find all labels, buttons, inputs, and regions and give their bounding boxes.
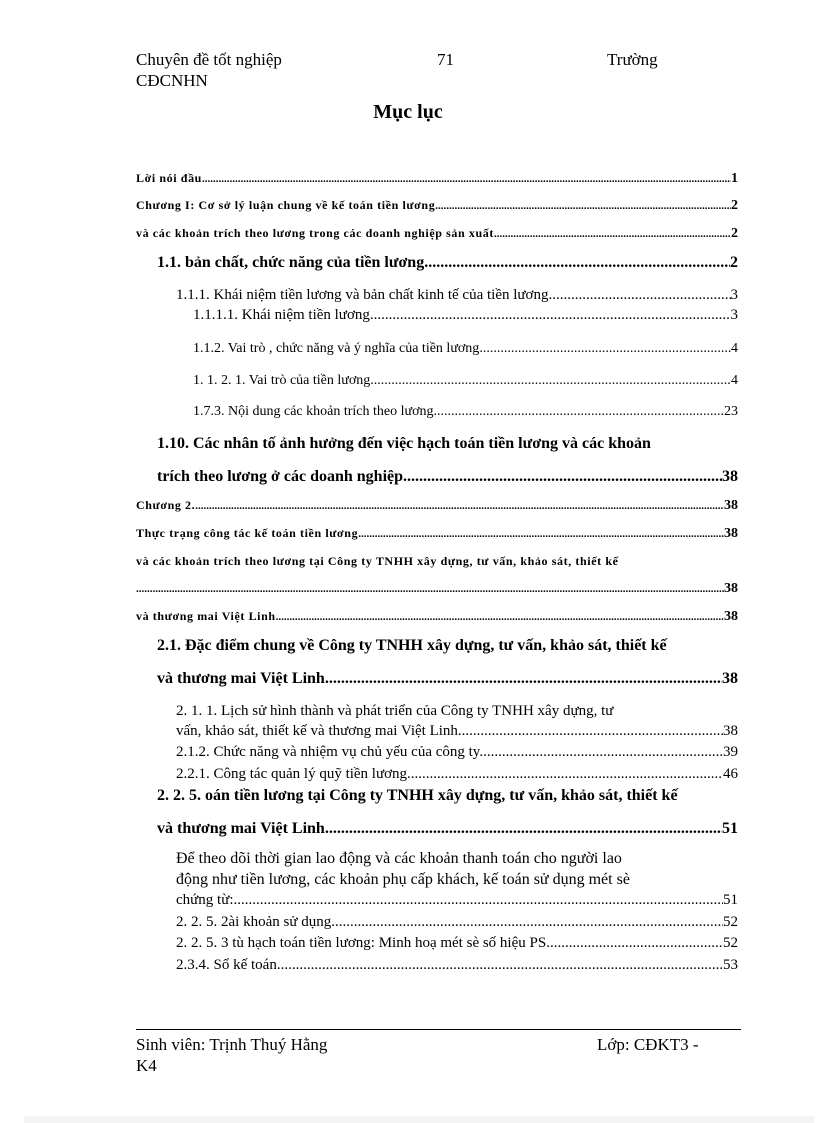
toc-entry-text: 2.3.4. Sổ kế toán <box>176 957 277 973</box>
toc-entry-text: chứng từ: <box>176 892 234 908</box>
toc-entry-page: 2 <box>731 226 738 241</box>
toc-entry-page: 52 <box>723 935 738 951</box>
toc-entry-page: 38 <box>724 498 738 513</box>
footer-divider <box>136 1029 741 1030</box>
toc-entry-text: Chương 2. <box>136 498 196 512</box>
toc-entry[interactable] <box>136 526 738 542</box>
toc-entry[interactable] <box>176 723 738 740</box>
toc-entry[interactable] <box>176 892 738 909</box>
toc-entry[interactable] <box>136 171 738 187</box>
toc-entry-text: 1.1.1. Khái niệm tiền lương và bản chất kinh tế của tiền lương <box>176 287 549 303</box>
toc-entry-text: 1.1.1.1. Khái niệm tiền lương <box>193 307 370 323</box>
toc-entry-text: 2.2.1. Công tác quản lý quỹ tiền lương <box>176 766 408 782</box>
footer-student: Sinh viên: Trịnh Thuý Hằng <box>136 1035 328 1054</box>
toc-entry-page: 46 <box>723 766 738 782</box>
toc-entry-line1: 2. 2. 5. oán tiền lương tại Công ty TNHH xây dựng, tư vấn, khảo sát, thiết kế <box>157 787 678 804</box>
toc-entry-line1: 2.1. Đặc điểm chung về Công ty TNHH xây dựng, tư vấn, khảo sát, thiết kế <box>157 637 667 654</box>
toc-entry-page: 1 <box>731 171 738 186</box>
toc-entry-page: 2 <box>730 254 738 271</box>
toc-entry-text: 2. 2. 5. 3 tù hạch toán tiền lương: Minh hoạ mét sè số hiệu PS <box>176 935 547 951</box>
toc-entry-page: 38 <box>722 670 738 687</box>
toc-entry-page: 38 <box>723 723 738 739</box>
toc-entry-page: 39 <box>723 744 738 760</box>
toc-entry[interactable] <box>157 820 738 838</box>
toc-entry[interactable] <box>136 609 738 625</box>
page-edge <box>24 1116 814 1123</box>
toc-entry-page: 38 <box>724 526 738 541</box>
toc-entry-page: 38 <box>724 581 738 596</box>
toc-entry-text: vấn, khảo sát, thiết kế và thương mai Việt Linh <box>176 723 458 739</box>
toc-entry-text: 1.7.3. Nội dung các khoản trích theo lương <box>193 404 434 419</box>
toc-entry-page: 38 <box>722 468 738 485</box>
toc-entry-text: Thực trạng công tác kế toán tiền lương <box>136 526 359 540</box>
toc-entry-text: và thương mai Việt Linh <box>157 820 325 837</box>
toc-entry-text: và các khoản trích theo lương trong các doanh nghiệp sản xuất <box>136 226 494 240</box>
toc-entry[interactable] <box>176 935 738 952</box>
toc-entry-page: 4 <box>731 373 738 388</box>
toc-entry[interactable] <box>136 498 738 514</box>
toc-entry-page: 52 <box>723 914 738 930</box>
toc-entry-text: 1.1.2. Vai trò , chức năng và ý nghĩa của tiền lương <box>193 341 480 356</box>
toc-entry-page: 38 <box>724 609 738 624</box>
footer-class: Lớp: CĐKT3 - <box>597 1035 699 1054</box>
header-left: Chuyên đề tốt nghiệp <box>136 50 282 69</box>
header-left-line2: CĐCNHN <box>136 71 208 90</box>
toc-entry-text: và thương mai Việt Linh <box>136 609 276 623</box>
toc-entry-line1: 2. 1. 1. Lịch sử hình thành và phát triển của Công ty TNHH xây dựng, tư <box>176 703 614 719</box>
toc-entry-text: Lời nói đầu <box>136 171 202 185</box>
toc-entry[interactable] <box>157 254 738 272</box>
toc-entry[interactable] <box>136 581 738 597</box>
page-title: Mục lục <box>373 101 443 123</box>
toc-entry-page: 4 <box>731 341 738 356</box>
header-page-number: 71 <box>437 50 454 69</box>
header-right: Trường <box>607 50 658 69</box>
toc-entry[interactable] <box>157 670 738 688</box>
toc-entry-text: 1. 1. 2. 1. Vai trò của tiền lương <box>193 373 371 388</box>
toc-entry-page: 3 <box>730 307 738 323</box>
toc-entry[interactable] <box>193 373 738 389</box>
toc-entry-page: 3 <box>730 287 738 303</box>
toc-entry-text: 1.1. bản chất, chức năng của tiền lương <box>157 254 425 271</box>
toc-entry-line1: 1.10. Các nhân tố ảnh hưởng đến việc hạch toán tiền lương và các khoản <box>157 435 651 452</box>
toc-entry[interactable] <box>136 226 738 242</box>
toc-entry[interactable] <box>193 307 738 324</box>
toc-entry-page: 2 <box>731 198 738 213</box>
footer-class-line2: K4 <box>136 1056 157 1075</box>
toc-entry-line1: và các khoản trích theo lương tại Công ty TNHH xây dựng, tư vấn, khảo sát, thiết kế <box>136 554 619 568</box>
toc-entry-text: 2.1.2. Chức năng và nhiệm vụ chủ yếu của công ty. <box>176 744 484 760</box>
toc-entry[interactable] <box>176 744 738 761</box>
toc-entry-text: Chương I: Cơ sở lý luận chung về kế toán tiền lương <box>136 198 436 212</box>
toc-entry-line1: Để theo dõi thời gian lao động và các khoản thanh toán cho người lao <box>176 850 622 867</box>
toc-entry[interactable] <box>193 341 738 357</box>
toc-entry[interactable] <box>176 914 738 931</box>
toc-entry-text: và thương mai Việt Linh <box>157 670 325 687</box>
toc-entry[interactable] <box>176 287 738 304</box>
toc-entry[interactable] <box>193 404 738 420</box>
toc-entry-page: 23 <box>724 404 738 419</box>
toc-entry-text: 2. 2. 5. 2ài khoản sử dụng <box>176 914 332 930</box>
toc-entry-line2: động như tiền lương, các khoản phụ cấp khách, kế toán sử dụng mét sè <box>176 871 630 888</box>
toc-entry-page: 53 <box>723 957 738 973</box>
toc-entry-text: trích theo lương ở các doanh nghiệp <box>157 468 404 485</box>
toc-entry[interactable] <box>176 957 738 974</box>
toc-entry[interactable] <box>136 198 738 214</box>
toc-entry[interactable] <box>176 766 738 783</box>
toc-entry[interactable] <box>157 468 738 486</box>
toc-entry-page: 51 <box>723 892 738 908</box>
toc-entry-page: 51 <box>722 820 738 837</box>
